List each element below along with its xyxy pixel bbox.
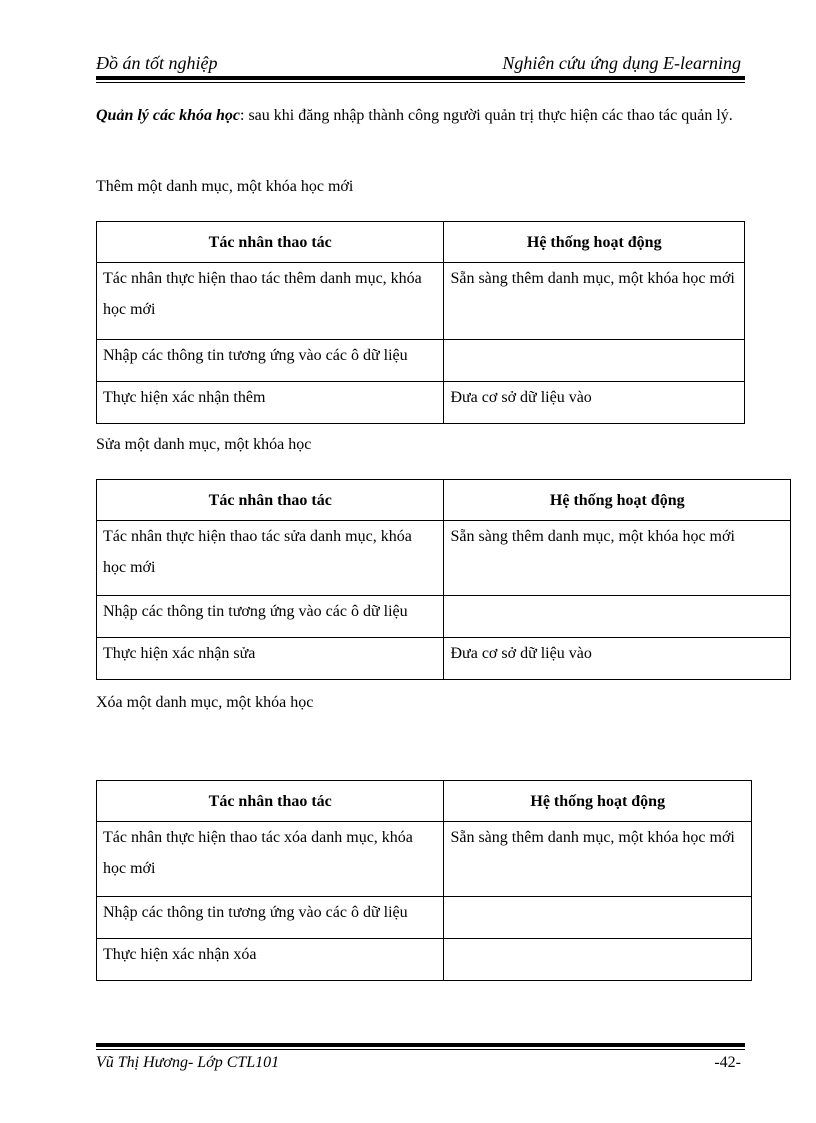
cell-actor: Tác nhân thực hiện thao tác xóa danh mục, khóa học mới [97,822,444,897]
col-header-system: Hệ thống hoạt động [444,781,752,822]
cell-system: Sẵn sàng thêm danh mục, một khóa học mới [444,822,752,897]
cell-actor: Tác nhân thực hiện thao tác thêm danh mục, khóa học mới [97,263,444,340]
table-row [97,340,745,382]
caption-delete: Xóa một danh mục, một khóa học [96,694,314,711]
cell-actor: Nhập các thông tin tương ứng vào các ô dữ liệu [97,596,444,638]
cell-actor: Thực hiện xác nhận thêm [97,382,444,424]
cell-actor: Thực hiện xác nhận xóa [97,939,444,981]
cell-actor: Nhập các thông tin tương ứng vào các ô dữ liệu [97,897,444,939]
table-header-row [97,480,791,521]
cell-system: Đưa cơ sở dữ liệu vào [444,382,745,424]
intro-paragraph [96,100,746,131]
intro-bold: Quản lý các khóa học [96,107,240,124]
cell-system: Đưa cơ sở dữ liệu vào [444,638,791,680]
intro-text: : sau khi đăng nhập thành công người quản trị thực hiện các thao tác quản lý. [240,107,733,124]
col-header-system: Hệ thống hoạt động [444,480,791,521]
header-rule-thick [96,76,745,80]
header-left: Đồ án tốt nghiệp [96,53,218,73]
table-header-row [97,781,752,822]
cell-system [444,897,752,939]
footer-rule-thick [96,1043,745,1047]
table-add [96,221,745,424]
table-row [97,382,745,424]
cell-actor: Thực hiện xác nhận sửa [97,638,444,680]
cell-system: Sẵn sàng thêm danh mục, một khóa học mới [444,263,745,340]
table-row [97,638,791,680]
footer-author: Vũ Thị Hương- Lớp CTL101 [96,1054,280,1071]
table-header-row [97,222,745,263]
caption-add: Thêm một danh mục, một khóa học mới [96,178,354,195]
cell-system [444,939,752,981]
table-row [97,939,752,981]
cell-system [444,596,791,638]
col-header-actor: Tác nhân thao tác [97,781,444,822]
table-row [97,521,791,596]
page-footer [96,1054,745,1072]
table-row [97,897,752,939]
cell-actor: Nhập các thông tin tương ứng vào các ô dữ liệu [97,340,444,382]
table-row [97,596,791,638]
footer-rule-thin [96,1049,745,1050]
caption-edit: Sửa một danh mục, một khóa học [96,436,312,453]
table-delete [96,780,752,981]
col-header-actor: Tác nhân thao tác [97,480,444,521]
page-header [96,50,745,76]
page-number: -42- [714,1054,741,1071]
table-row [97,263,745,340]
cell-system: Sẵn sàng thêm danh mục, một khóa học mới [444,521,791,596]
cell-system [444,340,745,382]
table-row [97,822,752,897]
header-right: Nghiên cứu ứng dụng E-learning [502,53,741,73]
header-rule-thin [96,82,745,83]
col-header-actor: Tác nhân thao tác [97,222,444,263]
table-edit [96,479,791,680]
cell-actor: Tác nhân thực hiện thao tác sửa danh mục, khóa học mới [97,521,444,596]
col-header-system: Hệ thống hoạt động [444,222,745,263]
